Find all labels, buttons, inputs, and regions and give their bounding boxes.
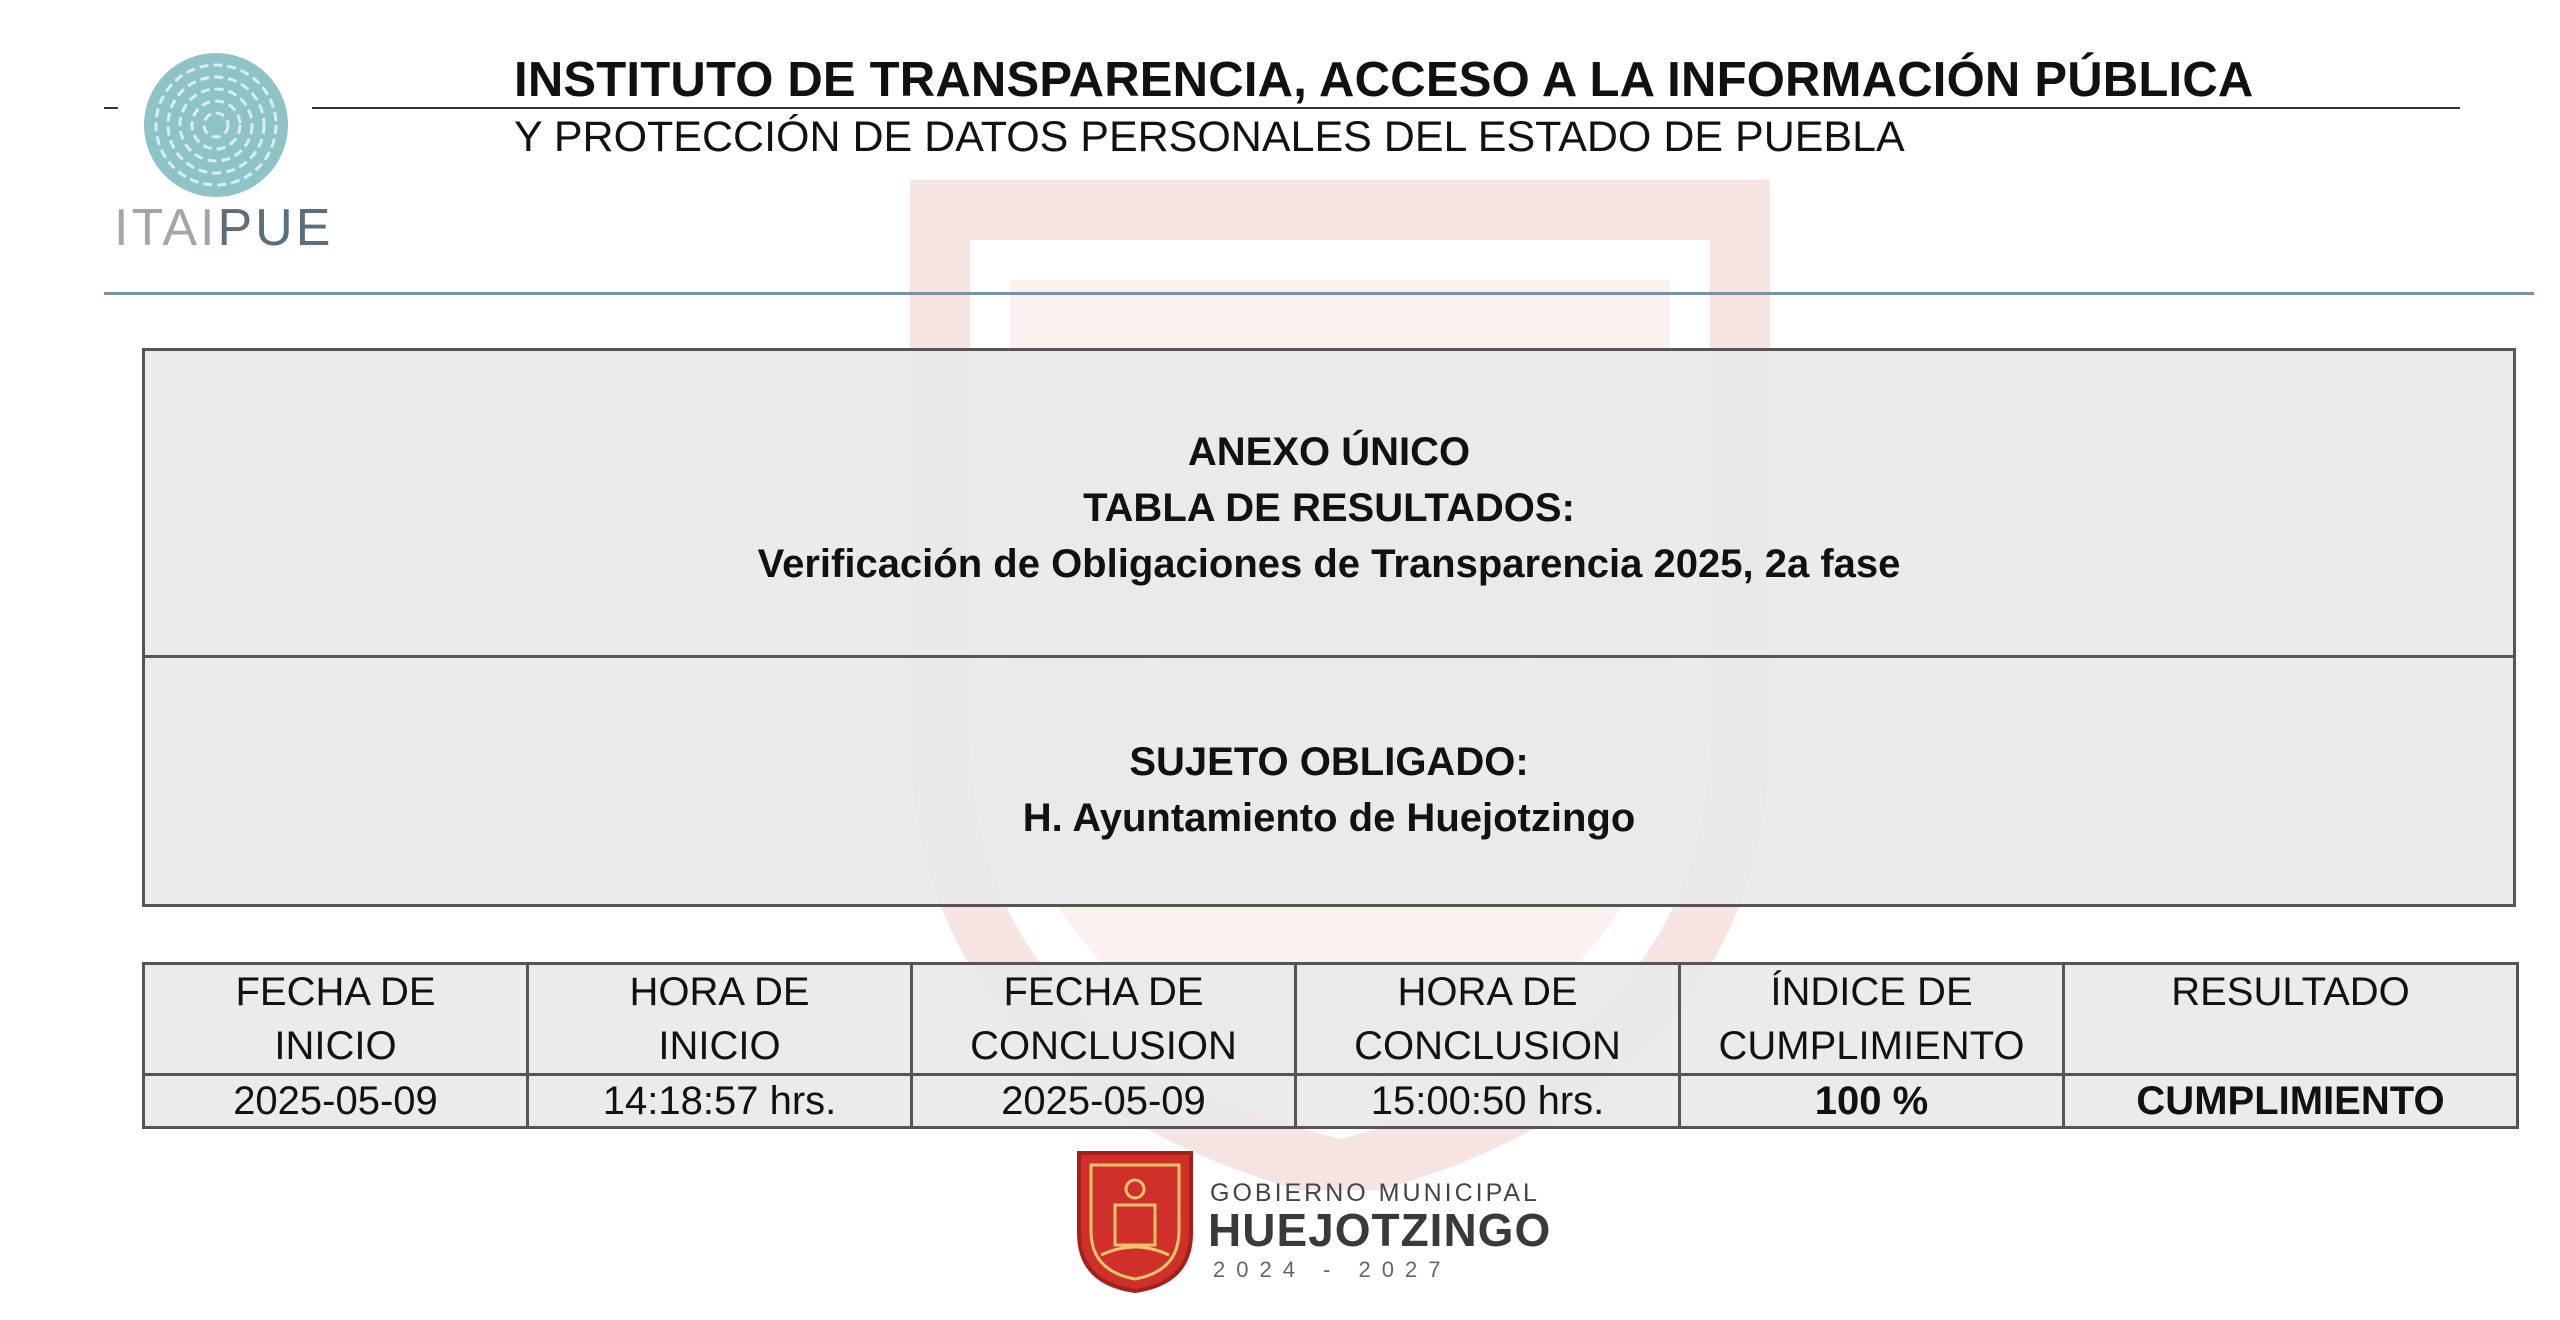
annex-description: Verificación de Obligaciones de Transparencia 2025, 2a fase — [757, 542, 1901, 586]
footer-line2: HUEJOTZINGO — [1208, 1204, 1552, 1256]
logo-label: ITAIPUE — [114, 199, 334, 257]
header-fecha-conclusion: FECHA DE CONCLUSION — [912, 964, 1296, 1075]
annex-heading: ANEXO ÚNICO — [1187, 430, 1471, 474]
cell-resultado: CUMPLIMIENTO — [2064, 1075, 2518, 1128]
header-hora-conclusion: HORA DE CONCLUSION — [1296, 964, 1680, 1075]
cell-fecha-inicio: 2025-05-09 — [144, 1075, 528, 1128]
cell-fecha-conclusion: 2025-05-09 — [912, 1075, 1296, 1128]
annex-subheading: TABLA DE RESULTADOS: — [1083, 486, 1575, 530]
institute-title: INSTITUTO DE TRANSPARENCIA, ACCESO A LA INFORMACIÓN PÚBLICA — [514, 53, 2254, 107]
cell-indice-cumplimiento: 100 % — [1680, 1075, 2064, 1128]
institute-subtitle: Y PROTECCIÓN DE DATOS PERSONALES DEL ESTADO DE PUEBLA — [514, 113, 1905, 161]
table-header-row — [144, 964, 2518, 1075]
header-hora-inicio: HORA DE INICIO — [528, 964, 912, 1075]
itaipue-logo — [100, 50, 340, 260]
table-row — [144, 1075, 2518, 1128]
cell-hora-conclusion: 15:00:50 hrs. — [1296, 1075, 1680, 1128]
subject-label: SUJETO OBLIGADO: — [1129, 740, 1529, 784]
coat-of-arms-icon — [1075, 1147, 1195, 1295]
footer-line1: GOBIERNO MUNICIPAL — [1210, 1179, 1540, 1207]
subject-name: H. Ayuntamiento de Huejotzingo — [1022, 796, 1636, 840]
section-divider — [104, 292, 2534, 295]
header-fecha-inicio: FECHA DE INICIO — [144, 964, 528, 1075]
results-table — [142, 962, 2519, 1129]
fingerprint-icon — [136, 50, 296, 200]
footer-line3: 2024 - 2027 — [1213, 1257, 1452, 1282]
header-resultado: RESULTADO — [2064, 964, 2518, 1075]
annex-panel — [142, 348, 2516, 658]
subject-panel — [142, 655, 2516, 907]
cell-hora-inicio: 14:18:57 hrs. — [528, 1075, 912, 1128]
header-indice-cumplimiento: ÍNDICE DE CUMPLIMIENTO — [1680, 964, 2064, 1075]
huejotzingo-logo — [1075, 1147, 1552, 1297]
